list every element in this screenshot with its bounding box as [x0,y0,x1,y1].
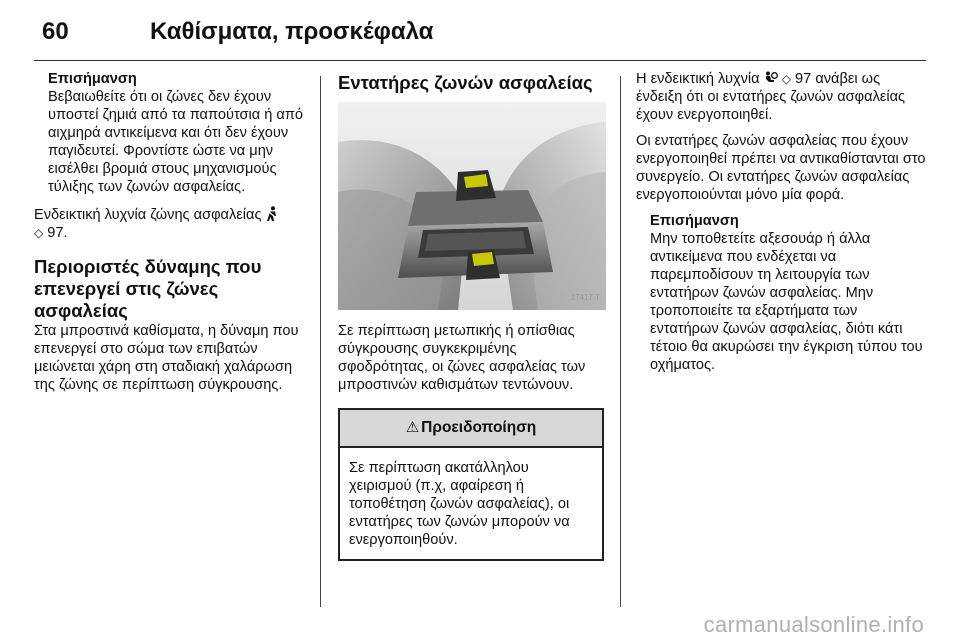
airbag-lamp-text-b: 97 ανάβει ως ένδειξη ότι οι εντατήρες ζωνών ασφαλείας έχουν ενεργοποιηθεί. [636,71,906,123]
warning-text: Σε περίπτωση ακατάλληλου χειρισμού (π.χ, αφαίρεση ή τοποθέτηση ζωνών ασφαλείας), οι εντατήρες των ζωνών μπορούν να ενεργοποιηθούν. [349,460,570,548]
note-accessories [636,212,926,374]
note-title: Επισήμανση [650,213,739,229]
watermark: carmanualsonline.info [703,612,924,637]
airbag-warning-icon [764,71,778,85]
pretensioner-replacement-text: Οι εντατήρες ζωνών ασφαλείας που έχουν ενεργοποιηθεί πρέπει να αντικαθίστανται στο συνεργείο. Οι εντατήρες ζωνών ασφαλείας ενεργοποιούνται μόνο μία φορά. [636,133,926,203]
note-text: Βεβαιωθείτε ότι οι ζώνες δεν έχουν υποστεί ζημιά από τα παπούτσια ή από αιχμηρά αντικείμενα και ότι δεν έχουν παγιδευτεί. Φροντίστε ώστε να μην εισέλθει βρομιά στους μηχανισμούς τύλιξης των ζωνών ασφαλείας. [48,89,304,195]
warning-header [340,410,602,448]
belt-lamp-text: Ενδεικτική λυχνία ζώνης ασφαλείας [34,207,262,223]
belt-lamp-reference [34,206,308,242]
warning-triangle-icon: ⚠ [405,419,420,436]
section-heading-load-limiters: Περιοριστές δύναμης που επενεργεί στις ζώνες ασφαλείας [34,256,262,321]
page-reference-icon: ◇ [34,226,44,240]
column-right [636,70,926,384]
note-belt-care [34,70,308,196]
page-reference-icon: ◇ [781,72,791,86]
section-heading-pretensioners: Εντατήρες ζωνών ασφαλείας [338,72,593,93]
column-left [34,70,308,402]
figure-code: 17417 T [570,293,600,302]
seat-belt-buckle-image [338,102,606,310]
belt-lamp-page-ref: 97. [47,225,68,241]
airbag-lamp-paragraph [636,70,926,124]
column-divider-2 [620,76,621,607]
column-middle [338,70,608,561]
header-rule [34,60,926,61]
load-limiter-text: Στα μπροστινά καθίσματα, η δύναμη που επενεργεί στο σώμα των επιβατών μειώνεται χάρη στη σταδιακή χαλάρωση της ζώνης σε περίπτωση σύγκρουσης. [34,323,299,393]
airbag-lamp-text-a: Η ενδεικτική λυχνία [636,71,760,87]
pretensioner-illustration [338,102,606,310]
pretensioner-text: Σε περίπτωση μετωπικής ή οπίσθιας σύγκρουσης συγκεκριμένης σφοδρότητας, οι ζώνες ασφαλείας των μπροστινών καθισμάτων τεντώνουν. [338,323,586,393]
column-divider-1 [320,76,321,607]
note-title: Επισήμανση [48,71,137,87]
warning-box [338,408,604,561]
page-number: 60 [42,18,69,45]
page-header [34,14,926,54]
page-header-title: Καθίσματα, προσκέφαλα [150,18,434,45]
note-text: Μην τοποθετείτε αξεσουάρ ή άλλα αντικείμενα που ενδέχεται να παρεμποδίσουν τη λειτουργία των εντατήρων ζωνών ασφαλείας. Μην τροποποιείτε τα εξαρτήματα των εντατήρων ζωνών ασφαλείας, διότι κάτι τέτοιο θα ακυρώσει την έγκριση τύπου του οχήματος. [650,231,923,373]
warning-title: Προειδοποίηση [421,419,537,436]
seatbelt-reminder-icon [266,206,278,222]
